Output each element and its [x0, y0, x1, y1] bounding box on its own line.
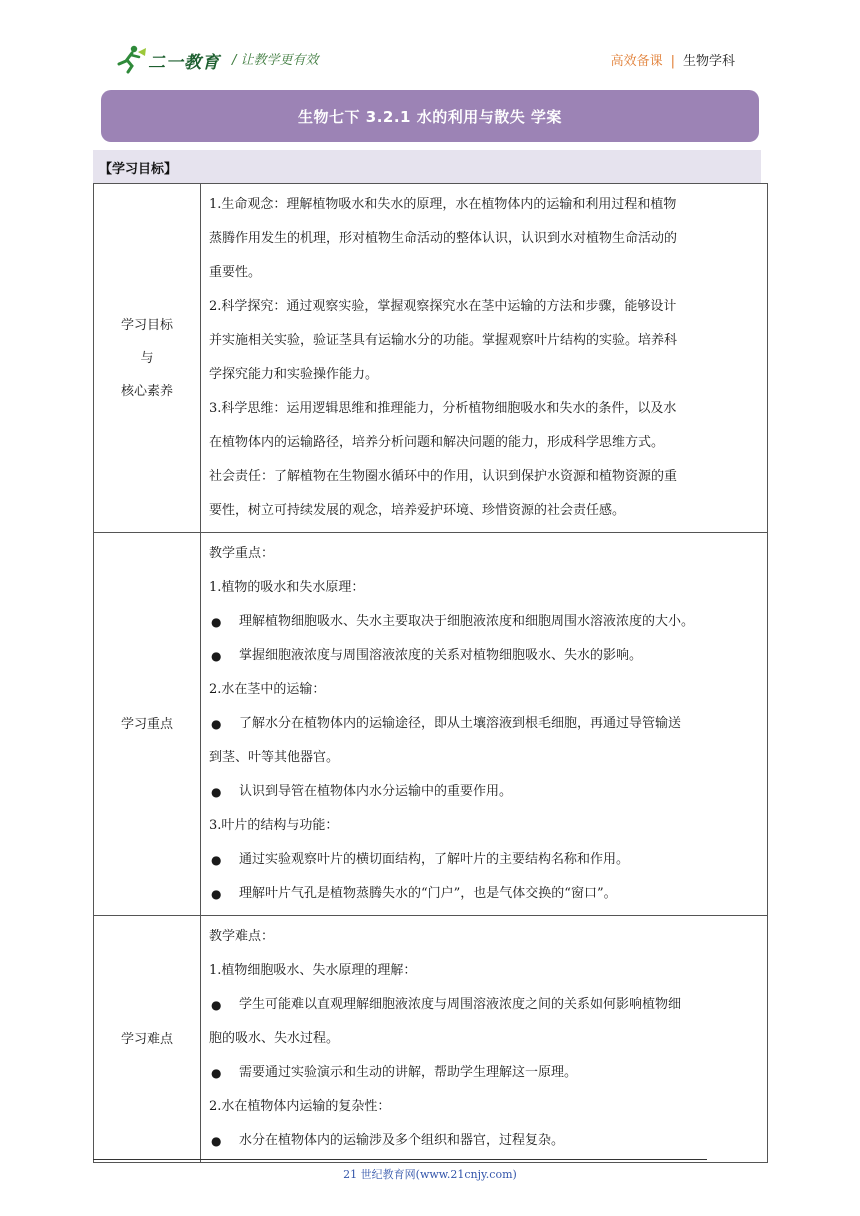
bullet-text: 了解水分在植物体内的运输途径，即从土壤溶液到根毛细胞，再通过导管输送 [239, 716, 682, 731]
bullet-icon: ● [211, 853, 222, 867]
bullet-text: 理解叶片气孔是植物蒸腾失水的“门户”，也是气体交换的“窗口”。 [239, 886, 617, 901]
bullet-text: 学生可能难以直观理解细胞液浓度与周围溶液浓度之间的关系如何影响植物细 [239, 997, 682, 1012]
label-line: 核心素养 [120, 383, 173, 399]
title-banner [101, 90, 759, 142]
table-row [94, 533, 768, 916]
bullet-text: 理解植物细胞吸水、失水主要取决于细胞液浓度和细胞周围水溶液浓度的大小。 [239, 614, 695, 629]
header-subject [611, 50, 735, 69]
bullet-text: 认识到导管在植物体内水分运输中的重要作用。 [239, 784, 513, 799]
content-heading: 教学重点： [209, 546, 275, 561]
section-header [93, 150, 761, 183]
row-content-difficulties [201, 916, 768, 1163]
text-line: 蒸腾作用发生的机理，形对植物生命活动的整体认识，认识到水对植物生命活动的 [209, 231, 678, 246]
bullet-item [209, 605, 761, 639]
subheading: 2.水在茎中的运输： [209, 682, 326, 697]
bullet-icon: ● [211, 785, 222, 799]
subheading: 1.植物的吸水和失水原理： [209, 580, 365, 595]
table-row [94, 916, 768, 1163]
section-label: 【学习目标】 [99, 162, 178, 177]
text-line: 在植物体内的运输路径，培养分析问题和解决问题的能力，形成科学思维方式。 [209, 435, 665, 450]
footer-divider [93, 1159, 707, 1160]
bullet-text: 通过实验观察叶片的横切面结构，了解叶片的主要结构名称和作用。 [239, 852, 630, 867]
subheading: 2.水在植物体内运输的复杂性： [209, 1099, 391, 1114]
bullet-icon: ● [211, 649, 222, 663]
bullet-item [209, 843, 761, 877]
page-title: 生物七下 3.2.1 水的利用与散失 学案 [298, 107, 562, 126]
logo-text: 二一教育 [148, 53, 220, 73]
table-row [94, 184, 768, 533]
text-line: 并实施相关实验，验证茎具有运输水分的功能。掌握观察叶片结构的实验。培养科 [209, 333, 678, 348]
bullet-item [209, 775, 761, 809]
bullet-icon: ● [211, 998, 222, 1012]
logo [112, 44, 222, 76]
subheading: 1.植物细胞吸水、失水原理的理解： [209, 963, 417, 978]
text-line: 到茎、叶等其他器官。 [209, 750, 340, 765]
row-content-objectives [201, 184, 768, 533]
bullet-text: 水分在植物体内的运输涉及多个组织和器官，过程复杂。 [239, 1133, 565, 1148]
text-line: 重要性。 [209, 265, 262, 280]
page-header [0, 0, 860, 80]
header-tag: 高效备课 [610, 54, 663, 69]
footer-source: 21 世纪教育网(www.21cnjy.com) [343, 1168, 517, 1181]
bullet-text: 掌握细胞液浓度与周围溶液浓度的关系对植物细胞吸水、失水的影响。 [239, 648, 643, 663]
text-line: 社会责任：了解植物在生物圈水循环中的作用，认识到保护水资源和植物资源的重 [209, 469, 678, 484]
bullet-item [209, 877, 761, 911]
row-label-difficulties: 学习难点 [94, 916, 201, 1163]
header-subject-name: 生物学科 [682, 54, 735, 69]
text-line: 胞的吸水、失水过程。 [209, 1031, 340, 1046]
bullet-icon: ● [211, 1066, 222, 1080]
bullet-item [209, 988, 761, 1022]
label-line: 学习目标 [120, 317, 173, 333]
label-line: 与 [140, 350, 154, 366]
row-label-key-points: 学习重点 [94, 533, 201, 916]
slogan: / 让教学更有效 [232, 53, 319, 68]
text-line: 1.生命观念：理解植物吸水和失水的原理，水在植物体内的运输和利用过程和植物 [209, 197, 677, 212]
bullet-item [209, 1056, 761, 1090]
text-line: 2.科学探究：通过观察实验，掌握观察探究水在茎中运输的方法和步骤，能够设计 [209, 299, 677, 314]
objectives-table [93, 183, 768, 1163]
bullet-icon: ● [211, 1134, 222, 1148]
row-content-key-points [201, 533, 768, 916]
text-line: 3.科学思维：运用逻辑思维和推理能力，分析植物细胞吸水和失水的条件，以及水 [209, 401, 677, 416]
bullet-icon: ● [211, 887, 222, 901]
row-label-objectives [94, 184, 201, 533]
bullet-icon: ● [211, 717, 222, 731]
content-heading: 教学难点： [209, 929, 275, 944]
bullet-text: 需要通过实验演示和生动的讲解，帮助学生理解这一原理。 [239, 1065, 578, 1080]
text-line: 学探究能力和实验操作能力。 [209, 367, 379, 382]
bullet-item [209, 1124, 761, 1158]
subheading: 3.叶片的结构与功能： [209, 818, 339, 833]
text-line: 要性，树立可持续发展的观念，培养爱护环境、珍惜资源的社会责任感。 [209, 503, 626, 518]
runner-logo-icon [112, 44, 148, 74]
bullet-icon: ● [211, 615, 222, 629]
header-separator: | [670, 54, 675, 69]
bullet-item [209, 707, 761, 741]
bullet-item [209, 639, 761, 673]
